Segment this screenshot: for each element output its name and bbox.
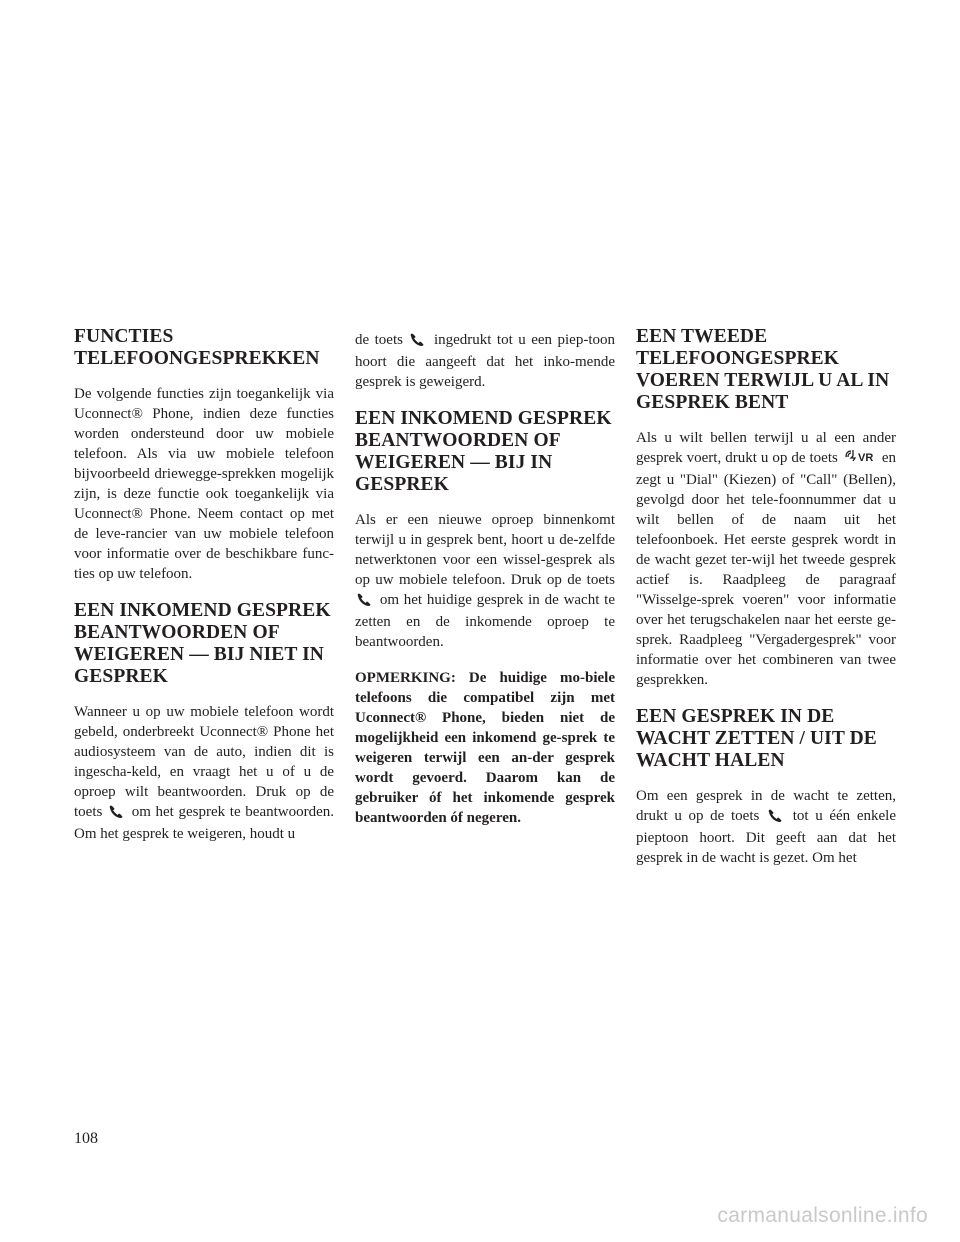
column-2 (355, 330, 615, 844)
section-body-functies: De volgende functies zijn toegankelijk via Uconnect® Phone, indien deze functies worden ondersteund door uw mobiele telefoon. Als via uw mobiele telefoon bijvoorbeeld driewegge-sprekken mogelijk zijn, is deze functie ook toegankelijk via Uconnect® Phone. Neem contact op met de leve-rancier van uw mobiele telefoon voor informatie over de beschikbare func-ties op uw telefoon. (74, 386, 334, 582)
section-body-in-call (355, 510, 615, 652)
phone-icon (109, 804, 125, 824)
phone-icon (357, 592, 373, 612)
body-text: om het huidige gesprek in de wacht te zetten en de inkomende oproep te beantwoorden. (355, 592, 616, 650)
note (355, 668, 615, 828)
voice-recognition-icon (844, 449, 876, 470)
section-body-continued (355, 330, 615, 392)
body-text: Wanneer u op uw mobiele telefoon wordt gebeld, onderbreekt Uconnect® Phone het audiosysteem van de auto, indien dit is ingescha-keld, en vraagt het u of u de oproep wilt beantwoorden. Druk op de toets (74, 704, 334, 820)
section-heading-second-call: EEN TWEEDE TELEFOONGESPREK VOEREN TERWIJL U AL IN GESPREK BENT (636, 326, 890, 413)
section-heading-functies: FUNCTIES TELEFOONGESPREKKEN (74, 326, 320, 369)
column-3 (636, 326, 896, 884)
phone-icon (410, 332, 426, 352)
svg-text:VR: VR (857, 452, 874, 464)
phone-icon (768, 808, 784, 828)
body-text: tot u één enkele pieptoon hoort. Dit geeft aan dat het gesprek in de wacht is gezet. Om het (636, 808, 896, 866)
section-body-second-call (636, 428, 896, 690)
section-heading-in-call: EEN INKOMEND GESPREK BEANTWOORDEN OF WEIGEREN — BIJ IN GESPREK (355, 408, 612, 495)
section-body-not-in-call (74, 702, 334, 844)
watermark: carmanualsonline.info (717, 1204, 928, 1227)
body-text: Om een gesprek in de wacht te zetten, drukt u op de toets (636, 788, 896, 824)
section-heading-hold: EEN GESPREK IN DE WACHT ZETTEN / UIT DE WACHT HALEN (636, 706, 877, 771)
page-number: 108 (74, 1130, 98, 1147)
section-heading-not-in-call: EEN INKOMEND GESPREK BEANTWOORDEN OF WEIGEREN — BIJ NIET IN GESPREK (74, 600, 331, 687)
column-1 (74, 326, 334, 860)
section-body-hold (636, 786, 896, 868)
body-text: om het gesprek te beantwoorden. Om het gesprek te weigeren, houdt u (74, 804, 335, 842)
body-text: de toets (355, 332, 403, 348)
body-text: ingedrukt tot u een piep-toon hoort die aangeeft dat het inko-mende gesprek is geweigerd. (355, 332, 615, 390)
body-text: Als u wilt bellen terwijl u al een ander gesprek voert, drukt u op de toets (636, 430, 896, 466)
body-text: Als er een nieuwe oproep binnenkomt terwijl u in gesprek bent, hoort u de-zelfde netwerktonen voor een wissel-gesprek als op uw mobiele telefoon. Druk op de toets (355, 512, 615, 588)
note-label: OPMERKING: (355, 670, 456, 686)
note-text: De huidige mo-biele telefoons die compatibel zijn met Uconnect® Phone, bieden niet de mogelijkheid een inkomend ge-sprek te weigeren terwijl een an-der gesprek wordt gevoerd. Daarom kan de gebruiker óf het inkomende gesprek beantwoorden óf negeren. (355, 670, 615, 826)
body-text: en zegt u "Dial" (Kiezen) of "Call" (Bellen), gevolgd door het tele-foonnummer dat u wilt bellen of de naam uit het telefoonboek. Het eerste gesprek wordt in de wacht gezet ter-wijl het tweede gesprek actief is. Raadpleeg de paragraaf "Wisselge-sprek voeren" voor informatie over het terugschakelen naar het eerste ge-sprek. Raadpleeg "Vergadergesprek" voor informatie over het combineren van twee gesprekken. (636, 450, 897, 688)
